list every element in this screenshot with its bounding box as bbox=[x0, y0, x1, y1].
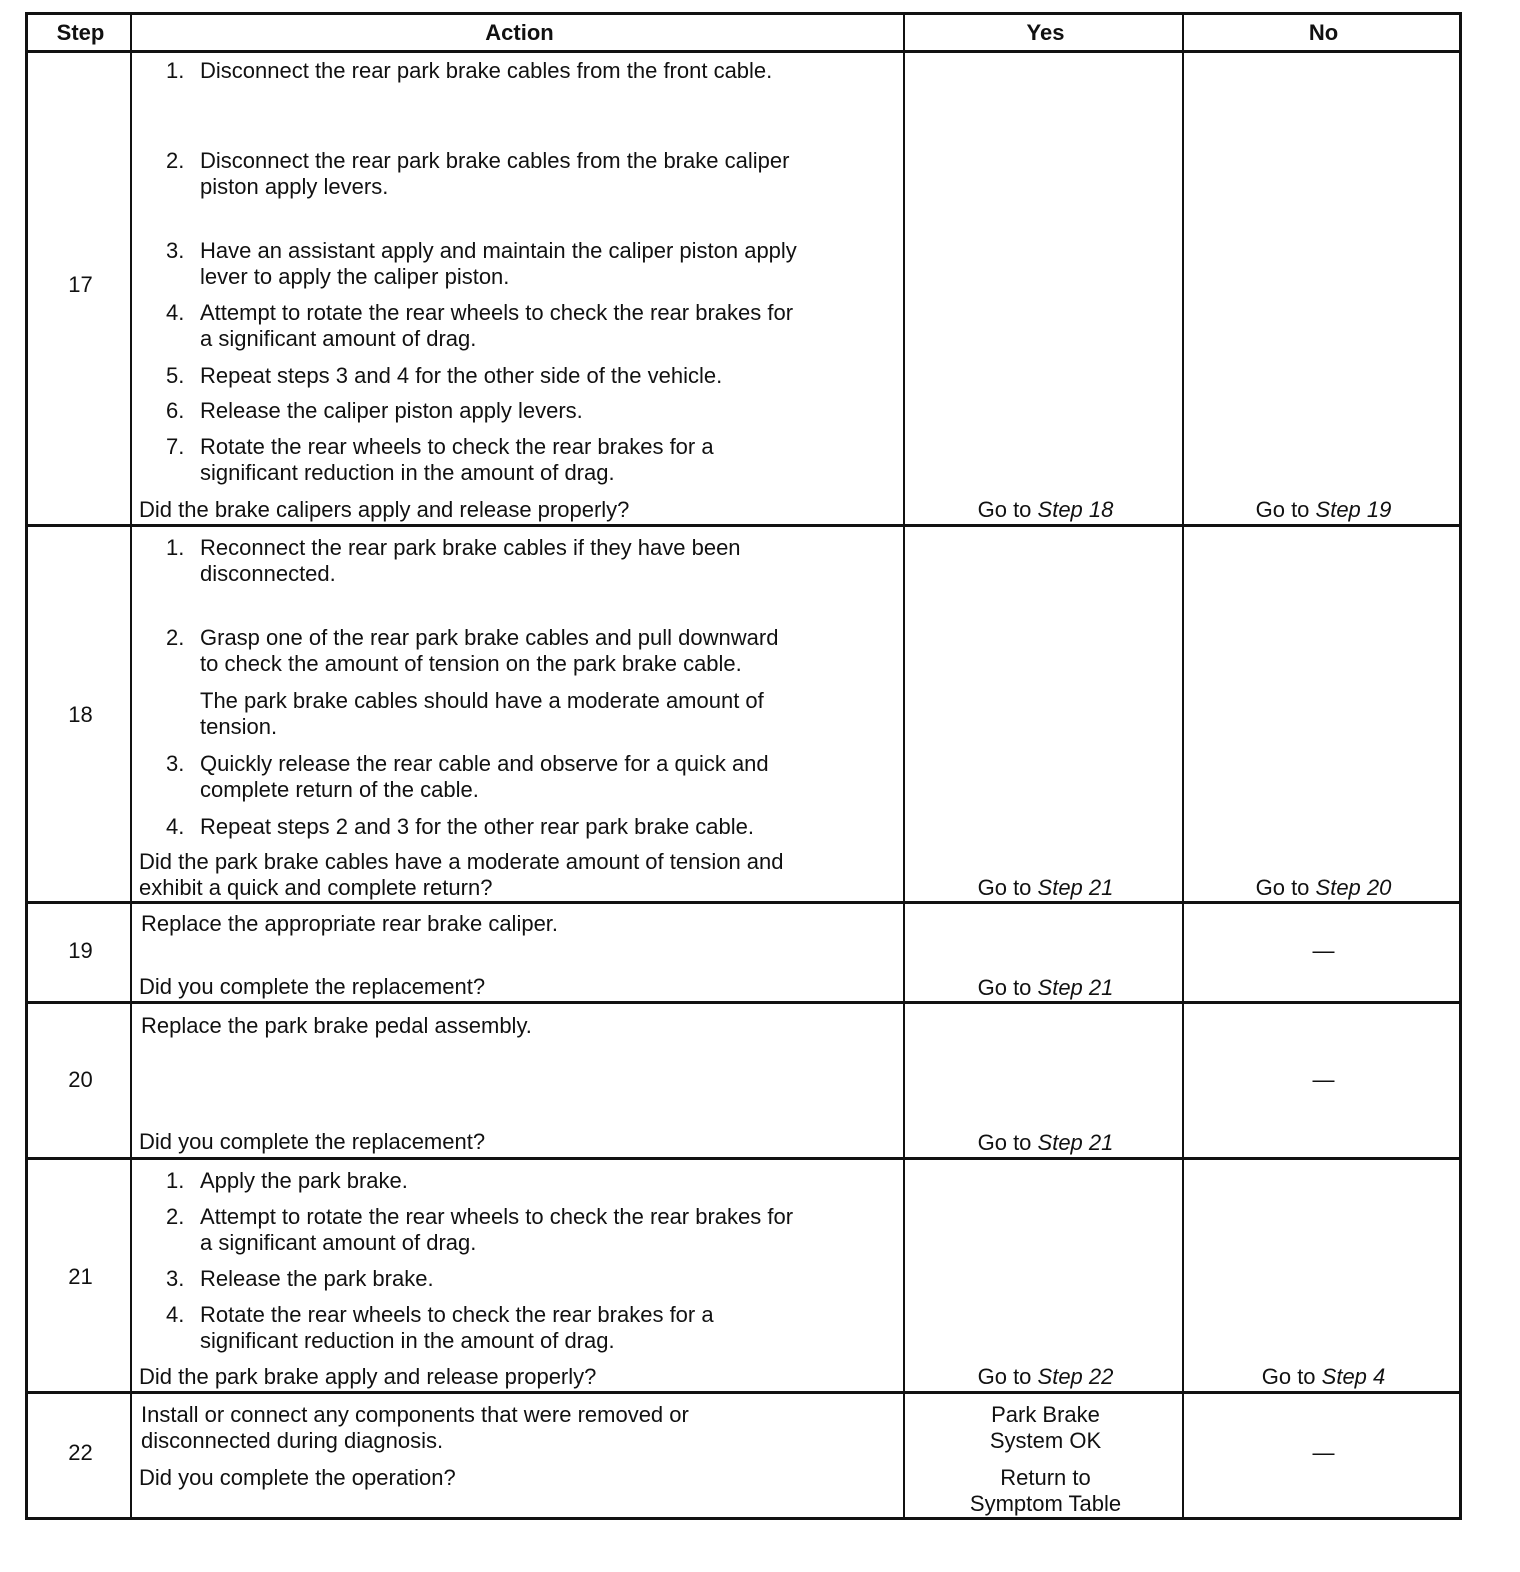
list-number: 3. bbox=[166, 751, 185, 776]
list-item-text: Disconnect the rear park brake cables from the front cable. bbox=[200, 58, 773, 83]
divider bbox=[130, 15, 132, 1517]
yes-answer bbox=[906, 975, 1185, 1001]
list-item-text: Reconnect the rear park brake cables if they have been disconnected. bbox=[200, 535, 741, 586]
divider bbox=[1182, 15, 1184, 1517]
no-answer: — bbox=[1312, 1440, 1335, 1465]
list-number: 2. bbox=[166, 148, 185, 173]
answer-step-link: Step 18 bbox=[1037, 497, 1114, 522]
list-item-text: Release the caliper piston apply levers. bbox=[200, 398, 583, 423]
answer-prefix: Go to bbox=[977, 875, 1038, 900]
list-number: 3. bbox=[166, 1266, 185, 1291]
answer-prefix: Go to bbox=[977, 1364, 1038, 1389]
list-item-text: Repeat steps 3 and 4 for the other side of the vehicle. bbox=[200, 363, 723, 388]
list-number: 1. bbox=[166, 1168, 185, 1193]
question-text: Did the brake calipers apply and release properly? bbox=[139, 497, 630, 522]
answer-step-link: Step 21 bbox=[1037, 975, 1114, 1000]
list-item-text: Grasp one of the rear park brake cables and pull downward to check the amount of tension on the park brake cable. bbox=[200, 625, 779, 676]
answer-step-link: Step 21 bbox=[1037, 875, 1114, 900]
list-number: 3. bbox=[166, 238, 185, 263]
yes-answer bbox=[906, 497, 1185, 523]
answer-step-link: Step 22 bbox=[1037, 1364, 1114, 1389]
list-number: 1. bbox=[166, 58, 185, 83]
list-item-text: Release the park brake. bbox=[200, 1266, 434, 1291]
header-yes: Yes bbox=[1026, 20, 1065, 45]
list-item-text: Apply the park brake. bbox=[200, 1168, 408, 1193]
no-answer: — bbox=[1312, 1067, 1335, 1092]
no-answer bbox=[1185, 1364, 1462, 1390]
answer-prefix: Go to bbox=[1255, 497, 1316, 522]
question-text: Did you complete the replacement? bbox=[139, 974, 486, 999]
step-row-20 bbox=[28, 1004, 1459, 1160]
step-number: 21 bbox=[68, 1264, 93, 1289]
list-number: 2. bbox=[166, 625, 185, 650]
divider bbox=[903, 15, 905, 1517]
step-number: 18 bbox=[68, 702, 93, 727]
step-number: 22 bbox=[68, 1440, 93, 1465]
yes-answer bbox=[906, 1364, 1185, 1390]
answer-prefix: Go to bbox=[977, 975, 1038, 1000]
step-row-21 bbox=[28, 1160, 1459, 1394]
action-text: Install or connect any components that were removed or disconnected during diagnosis. bbox=[141, 1402, 689, 1453]
list-number: 1. bbox=[166, 535, 185, 560]
list-item-text: Rotate the rear wheels to check the rear brakes for a significant reduction in the amount of drag. bbox=[200, 1302, 714, 1353]
no-answer: — bbox=[1312, 938, 1335, 963]
no-answer bbox=[1185, 875, 1462, 901]
list-item-text: Attempt to rotate the rear wheels to check the rear brakes for a significant amount of drag. bbox=[200, 300, 794, 351]
list-number: 4. bbox=[166, 814, 185, 839]
answer-step-link: Step 21 bbox=[1037, 1130, 1114, 1155]
header-no: No bbox=[1308, 20, 1339, 45]
list-item-text: Have an assistant apply and maintain the caliper piston apply lever to apply the caliper piston. bbox=[200, 238, 797, 289]
diagnostic-table bbox=[25, 12, 1462, 1520]
list-number: 4. bbox=[166, 1302, 185, 1327]
list-item-text: The park brake cables should have a moderate amount of tension. bbox=[200, 688, 764, 739]
answer-step-link: Step 20 bbox=[1315, 875, 1392, 900]
question-text: Did you complete the replacement? bbox=[139, 1129, 486, 1154]
step-row-18 bbox=[28, 527, 1459, 904]
answer-prefix: Go to bbox=[977, 1130, 1038, 1155]
list-number: 4. bbox=[166, 300, 185, 325]
list-number: 5. bbox=[166, 363, 185, 388]
answer-step-link: Step 19 bbox=[1315, 497, 1392, 522]
step-row-19 bbox=[28, 904, 1459, 1004]
yes-answer-secondary: Return to Symptom Table bbox=[969, 1465, 1122, 1516]
action-text: Replace the park brake pedal assembly. bbox=[141, 1013, 532, 1038]
step-row-22 bbox=[28, 1394, 1459, 1520]
list-item-text: Quickly release the rear cable and observe for a quick and complete return of the cable. bbox=[200, 751, 769, 802]
list-number: 2. bbox=[166, 1204, 185, 1229]
question-text: Did you complete the operation? bbox=[139, 1465, 456, 1490]
step-number: 19 bbox=[68, 938, 93, 963]
answer-prefix: Go to bbox=[1261, 1364, 1322, 1389]
list-item-text: Rotate the rear wheels to check the rear brakes for a significant reduction in the amount of drag. bbox=[200, 434, 714, 485]
list-number: 6. bbox=[166, 398, 185, 423]
no-answer bbox=[1185, 497, 1462, 523]
table-header bbox=[28, 15, 1459, 53]
list-item-text: Repeat steps 2 and 3 for the other rear park brake cable. bbox=[200, 814, 754, 839]
list-number: 7. bbox=[166, 434, 185, 459]
question-text: Did the park brake cables have a moderate amount of tension and exhibit a quick and complete return? bbox=[139, 849, 784, 900]
answer-prefix: Go to bbox=[977, 497, 1038, 522]
answer-step-link: Step 4 bbox=[1321, 1364, 1386, 1389]
step-number: 20 bbox=[68, 1067, 93, 1092]
answer-prefix: Go to bbox=[1255, 875, 1316, 900]
action-text: Replace the appropriate rear brake caliper. bbox=[141, 911, 559, 936]
header-action: Action bbox=[485, 20, 554, 45]
question-text: Did the park brake apply and release properly? bbox=[139, 1364, 597, 1389]
step-number: 17 bbox=[68, 272, 93, 297]
yes-answer bbox=[906, 875, 1185, 901]
yes-answer bbox=[906, 1130, 1185, 1156]
list-item-text: Attempt to rotate the rear wheels to check the rear brakes for a significant amount of drag. bbox=[200, 1204, 794, 1255]
yes-answer: Park Brake System OK bbox=[989, 1402, 1102, 1453]
step-row-17 bbox=[28, 50, 1459, 527]
list-item-text: Disconnect the rear park brake cables from the brake caliper piston apply levers. bbox=[200, 148, 790, 199]
header-step: Step bbox=[56, 20, 105, 45]
